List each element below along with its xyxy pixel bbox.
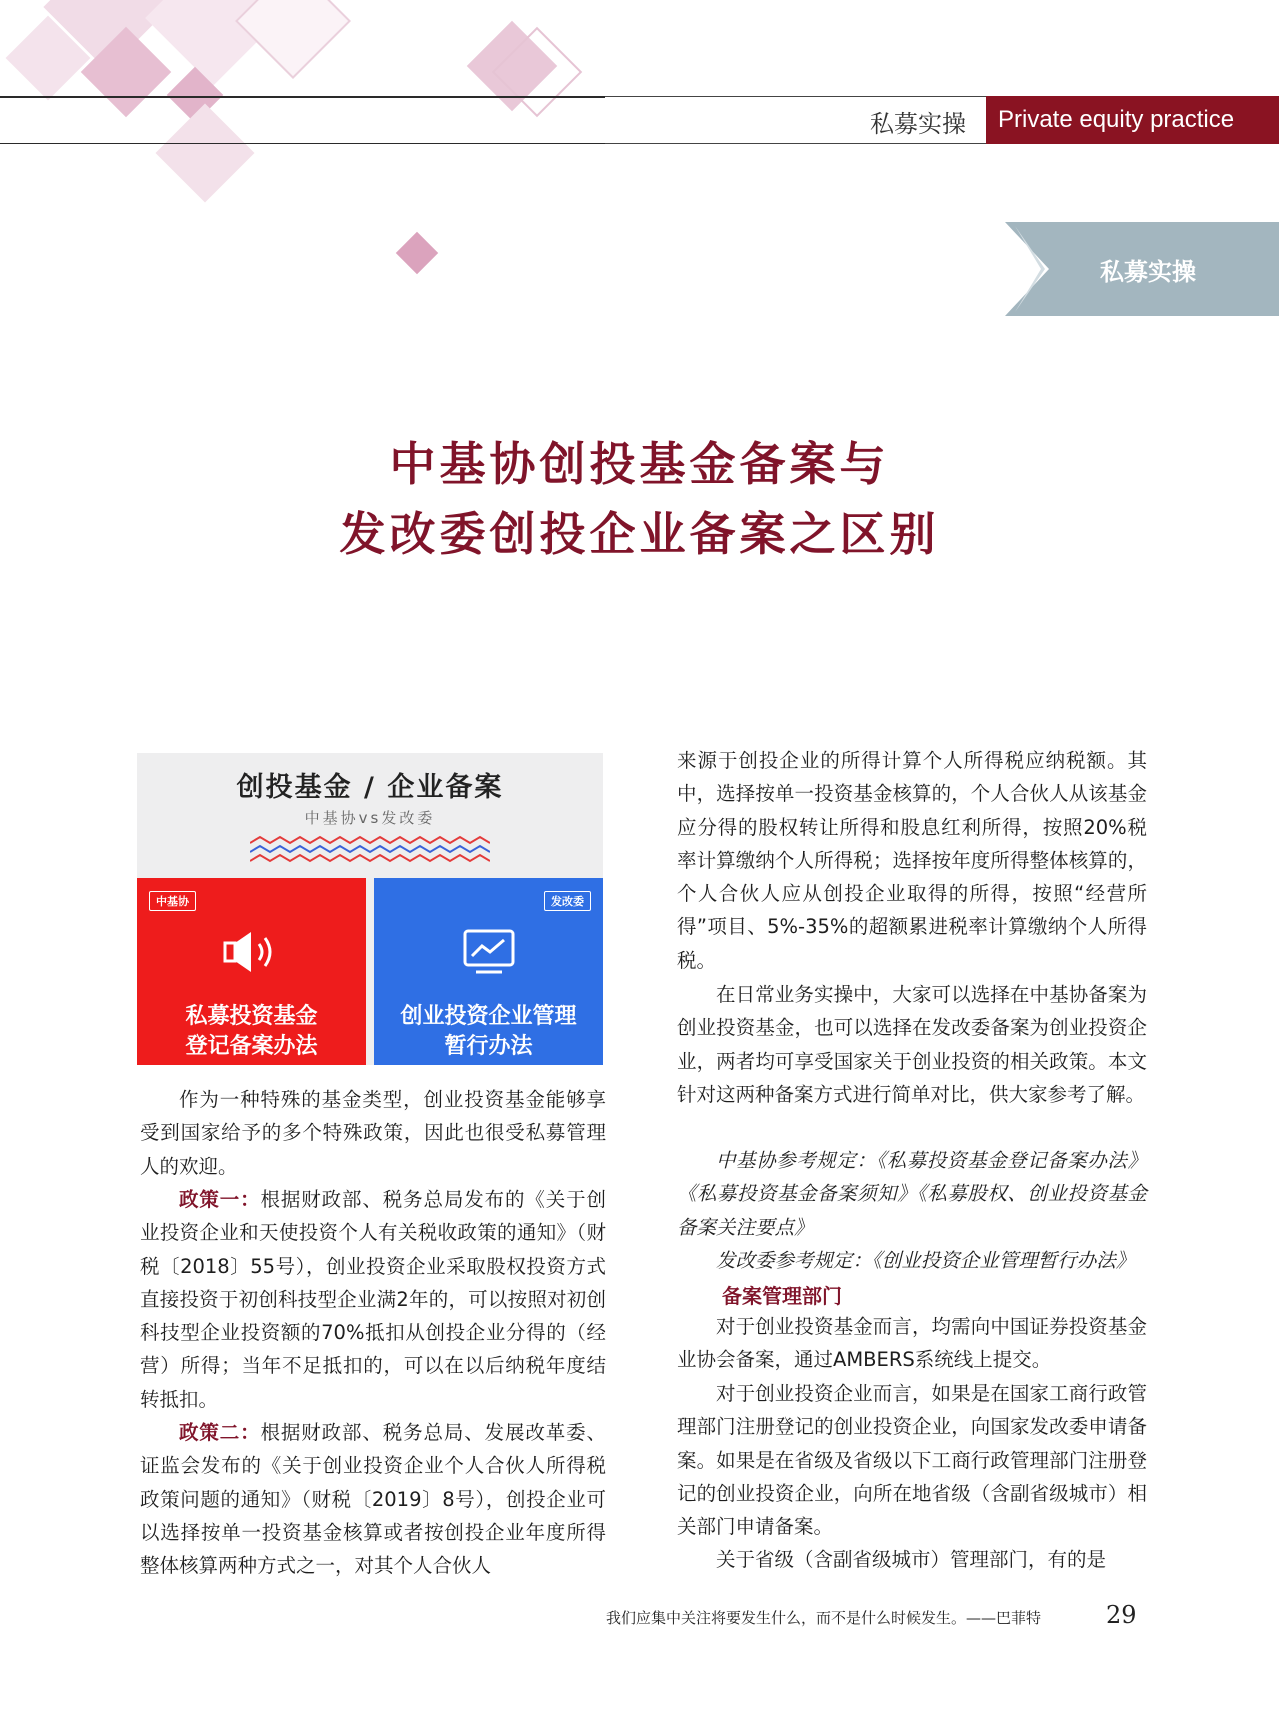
header-rule-bottom	[0, 143, 605, 144]
policy2-label: 政策二：	[179, 1421, 261, 1444]
provincial-paragraph: 关于省级（含副省级城市）管理部门，有的是	[716, 1548, 1107, 1571]
wave-divider	[250, 835, 490, 863]
ndrc-reference: 发改委参考规定：《创业投资企业管理暂行办法》	[716, 1249, 1136, 1272]
ndrc-panel-line2: 暂行办法	[444, 1034, 533, 1059]
policy1-label: 政策一：	[179, 1188, 261, 1211]
amac-panel-line1: 私募投资基金	[185, 1004, 318, 1029]
policy2-text: 根据财政部、税务总局、发展改革委、证监会发布的《关于创业投资企业个人合伙人所得税政策问题的通知》（财税〔2019〕8号），创投企业可以选择按单一投资基金核算或者按创投企业年度所得整体核算两种方式之一，对其个人合伙人	[140, 1421, 606, 1578]
figure-title: 创投基金 / 企业备案	[236, 772, 504, 803]
amac-reference: 中基协参考规定：《私募投资基金登记备案办法》《私募投资基金备案须知》《私募股权、创业投资基金备案关注要点》	[677, 1149, 1147, 1239]
chart-monitor-icon	[462, 928, 516, 976]
amac-panel-line2: 登记备案办法	[185, 1034, 318, 1059]
section-tab-label: 私募实操	[1100, 257, 1196, 286]
policy1-text: 根据财政部、税务总局发布的《关于创业投资企业和天使投资个人有关税收政策的通知》（财税〔2018〕55号），创业投资企业采取股权投资方式直接投资于初创科技型企业满2年的，可以按照对初创科技型企业投资额的70%抵扣从创投企业分得的（经营）所得；当年不足抵扣的，可以在以后纳税年度结转抵扣。	[140, 1188, 606, 1411]
header-rule-top	[0, 96, 605, 98]
speaker-icon	[221, 928, 281, 976]
policy2-paragraph	[140, 1416, 606, 1582]
page-number: 29	[1106, 1601, 1137, 1629]
policy1-paragraph	[140, 1183, 606, 1416]
figure-comparison	[137, 753, 603, 1065]
amac-badge: 中基协	[149, 891, 196, 911]
continuation-paragraph: 来源于创投企业的所得计算个人所得税应纳税额。其中，选择按单一投资基金核算的，个人合伙人从该基金应分得的股权转让所得和股息红利所得，按照20%税率计算缴纳个人所得税；选择按年度所得整体核算的，个人合伙人应从创投企业取得的所得，按照“经营所得”项目、5%-35%的超额累进税率计算缴纳个人所得税。	[677, 749, 1147, 972]
ndrc-panel	[374, 878, 603, 1065]
intro-paragraph: 作为一种特殊的基金类型，创业投资基金能够享受到国家给予的多个特殊政策，因此也很受私募管理人的欢迎。	[140, 1088, 606, 1178]
section-label-en: Private equity practice	[986, 96, 1279, 144]
header-rule-right	[605, 96, 986, 97]
ndrc-panel-text	[374, 1002, 603, 1062]
ndrc-badge: 发改委	[544, 891, 591, 911]
header-rule-right-bottom	[605, 143, 986, 144]
section-heading: 备案管理部门	[722, 1284, 842, 1308]
daily-practice-paragraph: 在日常业务实操中，大家可以选择在中基协备案为创业投资基金，也可以选择在发改委备案为创业投资企业，两者均可享受国家关于创业投资的相关政策。本文针对这两种备案方式进行简单对比，供大家参考了解。	[677, 983, 1147, 1106]
section-label-cn: 私募实操	[870, 110, 966, 138]
fund-filing-paragraph: 对于创业投资基金而言，均需向中国证券投资基金业协会备案，通过AMBERS系统线上提交。	[677, 1315, 1147, 1372]
enterprise-filing-paragraph: 对于创业投资企业而言，如果是在国家工商行政管理部门注册登记的创业投资企业，向国家发改委申请备案。如果是在省级及省级以下工商行政管理部门注册登记的创业投资企业，向所在地省级（含副省级城市）相关部门申请备案。	[677, 1382, 1147, 1539]
footer-quote: 我们应集中关注将要发生什么，而不是什么时候发生。——巴菲特	[606, 1609, 1042, 1627]
page-title-line1: 中基协创投基金备案与	[389, 437, 890, 491]
amac-panel	[137, 878, 366, 1065]
ndrc-panel-line1: 创业投资企业管理	[400, 1004, 577, 1029]
amac-panel-text	[137, 1002, 366, 1062]
figure-subtitle: 中基协vs发改委	[304, 809, 436, 827]
page-title-line2: 发改委创投企业备案之区别	[339, 507, 940, 561]
